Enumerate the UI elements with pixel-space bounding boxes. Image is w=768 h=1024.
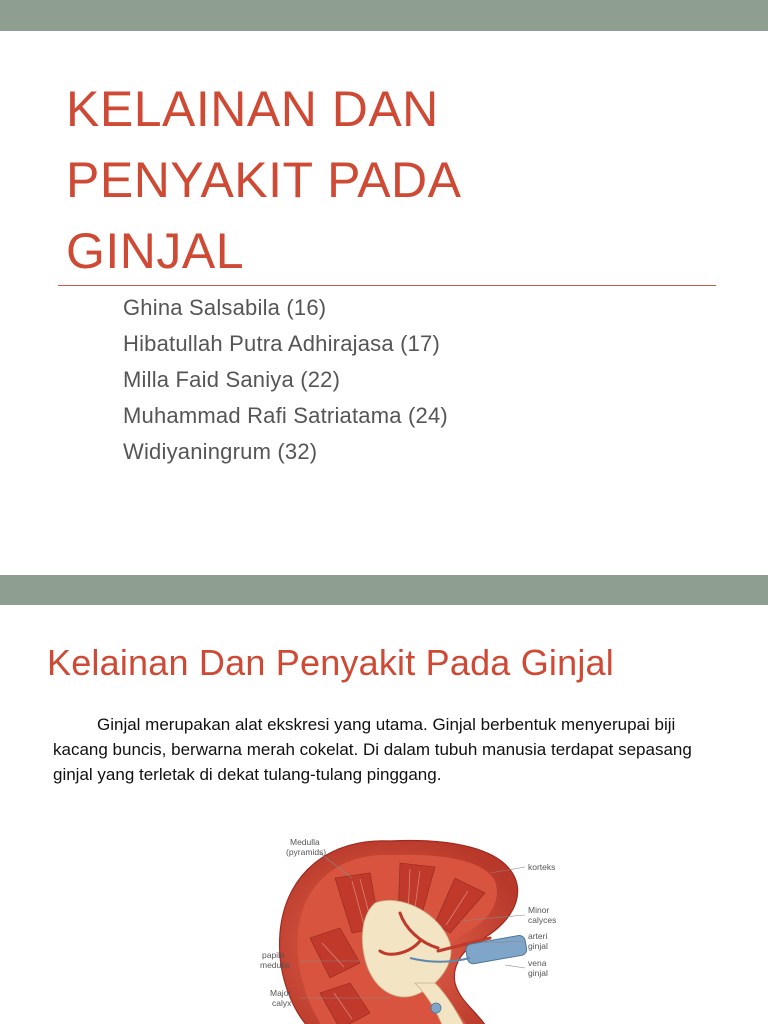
label-medulla-2: medulla	[260, 960, 290, 970]
label-arteri-ginjal: ginjal	[528, 941, 548, 951]
kidney-diagram	[240, 833, 570, 1024]
slide-heading: Kelainan Dan Penyakit Pada Ginjal	[47, 642, 614, 683]
kidney-illustration	[280, 840, 528, 1024]
title-line: PENYAKIT PADA	[66, 152, 462, 208]
label-medulla: Medulla	[290, 837, 320, 847]
top-bar	[0, 0, 768, 31]
label-vena: vena	[528, 958, 547, 968]
label-korteks: korteks	[528, 862, 556, 872]
content-slide	[0, 575, 768, 1024]
author-item: Ghina Salsabila (16)	[123, 295, 327, 320]
author-item: Hibatullah Putra Adhirajasa (17)	[123, 331, 441, 356]
label-vena-ginjal: ginjal	[528, 968, 548, 978]
label-calyx: calyx	[272, 998, 292, 1008]
label-calyces: calyces	[528, 915, 557, 925]
title-line: KELAINAN DAN	[66, 81, 439, 137]
author-item: Milla Faid Saniya (22)	[123, 367, 341, 392]
label-major: Major	[270, 988, 292, 998]
label-minor: Minor	[528, 905, 550, 915]
author-item: Muhammad Rafi Satriatama (24)	[123, 403, 448, 428]
body-paragraph: Ginjal merupakan alat ekskresi yang utama. Ginjal berbentuk menyerupai biji kacang buncis, berwarna merah cokelat. Di dalam tubuh manusia terdapat sepasang ginjal yang terletak di dekat tulang-tulang pinggang.	[53, 715, 692, 784]
label-arteri: arteri	[528, 931, 548, 941]
title-divider	[58, 285, 716, 286]
author-item: Widiyaningrum (32)	[123, 439, 318, 464]
author-list	[123, 290, 448, 470]
title-line: GINJAL	[66, 223, 245, 279]
label-pyramids: (pyramids)	[286, 847, 327, 857]
top-bar	[0, 575, 768, 605]
slide-title	[66, 74, 726, 287]
label-papila: papila	[262, 950, 285, 960]
